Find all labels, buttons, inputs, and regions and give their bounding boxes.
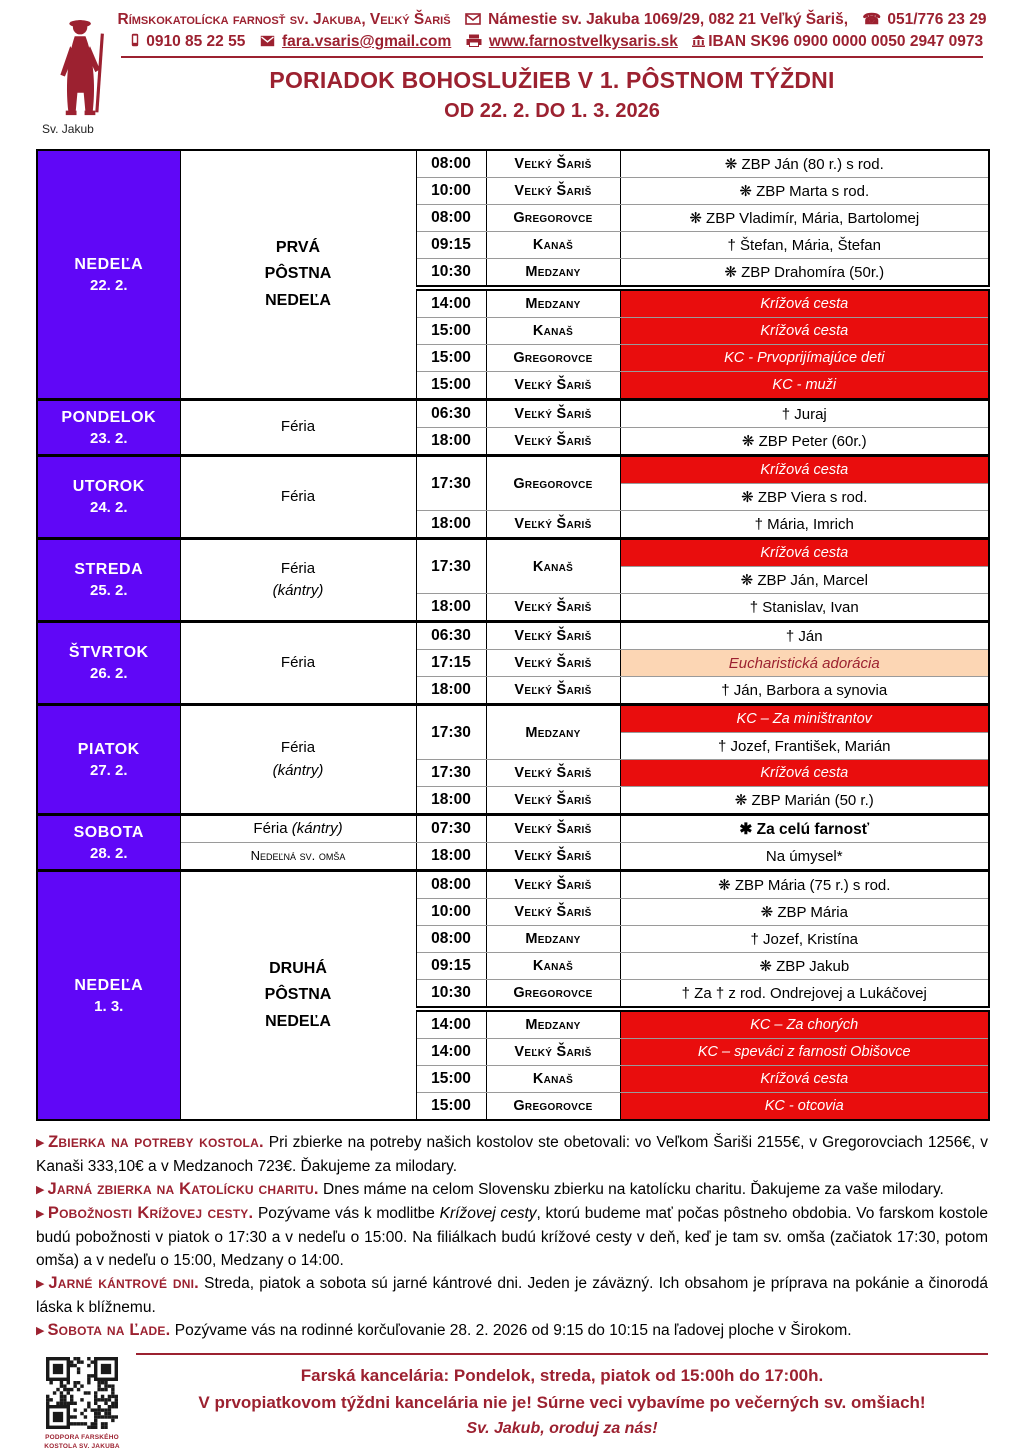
day-name: SOBOTA — [73, 823, 144, 841]
mass-place: Veľký Šariš — [486, 428, 620, 456]
mass-time: 09:15 — [416, 953, 486, 980]
mass-intention: ❋ ZBP Vladimír, Mária, Bartolomej — [620, 205, 989, 232]
day-description: DRUHÁ PÔSTNA NEDEĽA — [180, 871, 416, 1121]
mass-time: 18:00 — [416, 428, 486, 456]
day-name: NEDEĽA — [74, 255, 144, 273]
mass-place: Veľký Šariš — [486, 594, 620, 622]
day-name: UTOROK — [72, 478, 145, 495]
day-cell — [37, 150, 180, 400]
letterhead — [0, 0, 1024, 144]
mass-place: Veľký Šariš — [486, 150, 620, 178]
schedule-row — [37, 815, 989, 843]
day-cell — [37, 456, 180, 539]
announcement-heading: Jarné kántrové dni. — [48, 1274, 199, 1292]
mass-intention: Krížová cesta — [620, 288, 989, 318]
announcement: ▶ Jarné kántrové dni. Streda, piatok a sobota sú jarné kántrové dni. Jeden je záväzný. Ich obsahom je príprava na pokánie a činorodá láska k blížnemu. — [36, 1274, 988, 1316]
day-date: 1. 3. — [94, 997, 124, 1015]
mass-place: Gregorovce — [486, 456, 620, 511]
mass-time: 18:00 — [416, 843, 486, 871]
day-description: Féria (kántry) — [180, 815, 416, 843]
mass-intention: ❋ ZBP Viera s rod. — [620, 484, 989, 511]
bullet-icon: ▶ — [36, 1137, 46, 1149]
mass-time: 08:00 — [416, 150, 486, 178]
mass-intention: Eucharistická adorácia — [620, 650, 989, 677]
mass-place: Kanaš — [486, 1066, 620, 1093]
website-icon — [466, 34, 482, 47]
day-description: Nedeľná sv. omša — [180, 843, 416, 871]
schedule-row — [37, 705, 989, 733]
mass-place: Medzany — [486, 926, 620, 953]
mass-place: Veľký Šariš — [486, 760, 620, 787]
parish-phone: 051/776 23 29 — [887, 11, 987, 28]
mass-time: 15:00 — [416, 1066, 486, 1093]
mass-place: Veľký Šariš — [486, 400, 620, 428]
day-description: Féria (kántry) — [180, 539, 416, 622]
mass-place: Veľký Šariš — [486, 843, 620, 871]
mass-time: 17:30 — [416, 539, 486, 594]
mass-intention: Krížová cesta — [620, 1066, 989, 1093]
day-date: 22. 2. — [89, 276, 128, 294]
mass-intention: † Jozef, František, Marián — [620, 733, 989, 760]
invocation-line: Sv. Jakub, oroduj za nás! — [466, 1420, 658, 1438]
contact-line-2 — [121, 33, 983, 58]
mass-place: Gregorovce — [486, 205, 620, 232]
bullet-icon: ▶ — [36, 1184, 45, 1196]
st-james-logo — [40, 12, 122, 116]
announcement: ▶ Zbierka na potreby kostola. Pri zbierke na potreby našich kostolov ste obetovali: vo Veľkom Šariši 2155€, v Gregorovciach 1256€, v Kanaši 333,10€ a v Medzanoch 723€. Ďakujeme za milodary. — [36, 1133, 989, 1175]
page-title: PORIADOK BOHOSLUŽIEB V 1. PÔSTNOM TÝŽDNI — [269, 67, 835, 93]
day-description: Féria — [180, 456, 416, 539]
mass-time: 17:30 — [416, 705, 486, 760]
day-name: PIATOK — [77, 740, 140, 758]
office-hours-block — [136, 1353, 988, 1442]
day-cell — [37, 539, 180, 622]
mass-place: Medzany — [486, 259, 620, 289]
qr-caption: KOSTOLA SV. JAKUBA — [44, 1442, 120, 1448]
day-date: 27. 2. — [89, 761, 128, 779]
mass-place: Veľký Šariš — [486, 372, 620, 400]
letterhead-text — [110, 10, 994, 123]
website-url[interactable]: www.farnostvelkysaris.sk — [488, 33, 678, 50]
day-name: NEDEĽA — [74, 976, 144, 994]
mass-place: Kanaš — [486, 539, 620, 594]
date-range: OD 22. 2. DO 1. 3. 2026 — [444, 100, 660, 122]
mass-place: Veľký Šariš — [486, 511, 620, 539]
mass-time: 17:30 — [416, 456, 486, 511]
mass-intention: ❋ ZBP Mária (75 r.) s rod. — [620, 871, 989, 899]
qr-code — [46, 1357, 118, 1429]
mass-place: Medzany — [486, 288, 620, 318]
mass-time: 18:00 — [416, 594, 486, 622]
mass-intention: † Ján — [620, 622, 989, 650]
mass-intention: † Stanislav, Ivan — [620, 594, 989, 622]
day-name: STREDA — [74, 561, 144, 578]
email-icon — [260, 35, 275, 47]
mass-time: 06:30 — [416, 400, 486, 428]
day-cell — [37, 705, 180, 815]
logo-block — [40, 12, 140, 136]
mass-time: 14:00 — [416, 1039, 486, 1066]
mass-intention: † Za † z rod. Ondrejovej a Lukáčovej — [620, 980, 989, 1010]
mass-place: Medzany — [486, 1009, 620, 1039]
mass-time: 15:00 — [416, 318, 486, 345]
mass-place: Veľký Šariš — [486, 650, 620, 677]
mass-intention: Na úmysel* — [620, 843, 989, 871]
envelope-icon — [465, 13, 481, 25]
mass-intention: † Jozef, Kristína — [620, 926, 989, 953]
day-date: 24. 2. — [89, 499, 128, 516]
announcement-heading: Zbierka na potreby kostola. — [48, 1133, 264, 1151]
schedule-row — [37, 871, 989, 899]
mass-intention: Krížová cesta — [620, 539, 989, 567]
mass-time: 10:30 — [416, 980, 486, 1010]
mass-intention: ❋ ZBP Ján, Marcel — [620, 567, 989, 594]
mass-schedule-table — [36, 149, 990, 1121]
mass-place: Veľký Šariš — [486, 899, 620, 926]
announcement: ▶ Sobota na Ľade. Pozývame vás na rodinné korčuľovanie 28. 2. 2026 od 9:15 do 10:15 na ľadovej ploche v Širokom. — [36, 1321, 852, 1339]
mass-intention: ✱ Za celú farnosť — [620, 815, 989, 843]
mass-intention: Krížová cesta — [620, 318, 989, 345]
mass-time: 08:00 — [416, 205, 486, 232]
contact-line-1 — [110, 10, 994, 29]
mass-place: Kanaš — [486, 953, 620, 980]
day-description: Féria (kántry) — [180, 705, 416, 815]
bank-icon — [692, 35, 705, 47]
mass-time: 15:00 — [416, 1093, 486, 1121]
qr-block — [36, 1357, 128, 1448]
mass-place: Kanaš — [486, 232, 620, 259]
mass-time: 14:00 — [416, 1009, 486, 1039]
mass-intention: KC - otcovia — [620, 1093, 989, 1121]
day-date: 23. 2. — [89, 429, 128, 447]
phone-icon: ☎ — [862, 11, 882, 28]
day-date: 25. 2. — [89, 582, 128, 599]
mass-time: 07:30 — [416, 815, 486, 843]
parish-name: Rímskokatolícka farnosť sv. Jakuba, Veľký Šariš — [117, 11, 451, 28]
email-address[interactable]: fara.vsaris@gmail.com — [281, 33, 452, 50]
schedule-row — [37, 400, 989, 428]
mass-time: 08:00 — [416, 926, 486, 953]
mass-place: Veľký Šariš — [486, 1039, 620, 1066]
mass-intention: Krížová cesta — [620, 456, 989, 484]
day-cell — [37, 400, 180, 456]
schedule-row — [37, 622, 989, 650]
day-name: ŠTVRTOK — [68, 644, 149, 661]
mass-intention: † Mária, Imrich — [620, 511, 989, 539]
mass-place: Veľký Šariš — [486, 622, 620, 650]
bullet-icon: ▶ — [36, 1278, 46, 1290]
mass-place: Veľký Šariš — [486, 178, 620, 205]
mass-time: 17:30 — [416, 760, 486, 787]
mass-time: 15:00 — [416, 345, 486, 372]
day-cell — [37, 622, 180, 705]
mass-intention: KC – Za chorých — [620, 1009, 989, 1039]
parish-address: Námestie sv. Jakuba 1069/29, 082 21 Veľký Šariš, — [488, 11, 849, 28]
qr-caption: PODPORA FARSKÉHO — [45, 1434, 119, 1441]
parish-iban: IBAN SK96 0900 0000 0050 2947 0973 — [708, 33, 984, 50]
mass-place: Gregorovce — [486, 980, 620, 1010]
day-description: Féria — [180, 400, 416, 456]
day-name: PONDELOK — [61, 408, 157, 426]
day-date: 26. 2. — [89, 665, 128, 682]
mass-place: Kanaš — [486, 318, 620, 345]
mass-time: 10:30 — [416, 259, 486, 289]
mass-time: 18:00 — [416, 787, 486, 815]
mass-place: Veľký Šariš — [486, 787, 620, 815]
schedule-row — [37, 456, 989, 484]
schedule-row — [37, 150, 989, 178]
mass-time: 10:00 — [416, 178, 486, 205]
mass-time: 18:00 — [416, 677, 486, 705]
mass-time: 09:15 — [416, 232, 486, 259]
mass-intention: ❋ ZBP Mária — [620, 899, 989, 926]
mass-time: 18:00 — [416, 511, 486, 539]
mass-intention: † Juraj — [620, 400, 989, 428]
mass-intention: KC – speváci z farnosti Obišovce — [620, 1039, 989, 1066]
schedule-row — [37, 843, 989, 871]
mass-time: 06:30 — [416, 622, 486, 650]
mass-place: Gregorovce — [486, 345, 620, 372]
announcement-heading: Sobota na Ľade. — [47, 1321, 171, 1339]
parish-mobile: 0910 85 22 55 — [146, 33, 246, 50]
mass-intention: ❋ ZBP Marta s rod. — [620, 178, 989, 205]
announcement: ▶ Jarná zbierka na Katolícku charitu. Dnes máme na celom Slovensku zbierku na katolícku charitu. Ďakujeme za vaše milodary. — [36, 1180, 944, 1198]
mass-time: 15:00 — [416, 372, 486, 400]
mass-place: Veľký Šariš — [486, 871, 620, 899]
mass-intention: † Ján, Barbora a synovia — [620, 677, 989, 705]
mass-time: 10:00 — [416, 899, 486, 926]
mass-time: 17:15 — [416, 650, 486, 677]
mass-intention: ❋ ZBP Jakub — [620, 953, 989, 980]
mass-intention: KC – Za miništrantov — [620, 705, 989, 733]
mass-place: Medzany — [486, 705, 620, 760]
mass-intention: KC - muži — [620, 372, 989, 400]
mass-place: Gregorovce — [486, 1093, 620, 1121]
announcement-heading: Pobožnosti Krížovej cesty. — [47, 1204, 254, 1222]
schedule-row — [37, 539, 989, 567]
mass-intention: KC - Prvoprijímajúce deti — [620, 345, 989, 372]
mass-intention: ❋ ZBP Ján (80 r.) s rod. — [620, 150, 989, 178]
bullet-icon: ▶ — [36, 1208, 45, 1220]
mass-intention: † Štefan, Mária, Štefan — [620, 232, 989, 259]
footer — [36, 1353, 988, 1448]
bullet-icon: ▶ — [36, 1325, 45, 1337]
day-description: Féria — [180, 622, 416, 705]
mass-place: Veľký Šariš — [486, 677, 620, 705]
mass-intention: ❋ ZBP Marián (50 r.) — [620, 787, 989, 815]
mass-intention: Krížová cesta — [620, 760, 989, 787]
mass-intention: ❋ ZBP Peter (60r.) — [620, 428, 989, 456]
mass-place: Veľký Šariš — [486, 815, 620, 843]
day-date: 28. 2. — [89, 844, 128, 862]
announcement-heading: Jarná zbierka na Katolícku charitu. — [47, 1180, 319, 1198]
day-description: PRVÁ PÔSTNA NEDEĽA — [180, 150, 416, 400]
mass-intention: ❋ ZBP Drahomíra (50r.) — [620, 259, 989, 289]
day-cell — [37, 815, 180, 871]
logo-caption: Sv. Jakub — [42, 122, 94, 136]
announcements-section — [36, 1131, 988, 1343]
day-cell — [37, 871, 180, 1121]
announcement: ▶ Pobožnosti Krížovej cesty. Pozývame vás k modlitbe Krížovej cesty, ktorú budeme mať počas pôstneho obdobia. Vo farskom kostole budú pobožnosti v piatok o 17:30 a v nedeľu o 15:00. Na filiálkach budú krížové cesty v deň, keď je tam sv. omša (začiatok 17:30, potom omša) a v nedeľu o 15:00, Medzany o 14:00. — [36, 1204, 989, 1269]
mass-time: 08:00 — [416, 871, 486, 899]
office-notice-line: V prvopiatkovom týždni kancelária nie je! Súrne veci vybavíme po večerných sv. omšiach! — [198, 1393, 926, 1413]
mass-time: 14:00 — [416, 288, 486, 318]
office-hours-line: Farská kancelária: Pondelok, streda, piatok od 15:00h do 17:00h. — [300, 1366, 824, 1385]
